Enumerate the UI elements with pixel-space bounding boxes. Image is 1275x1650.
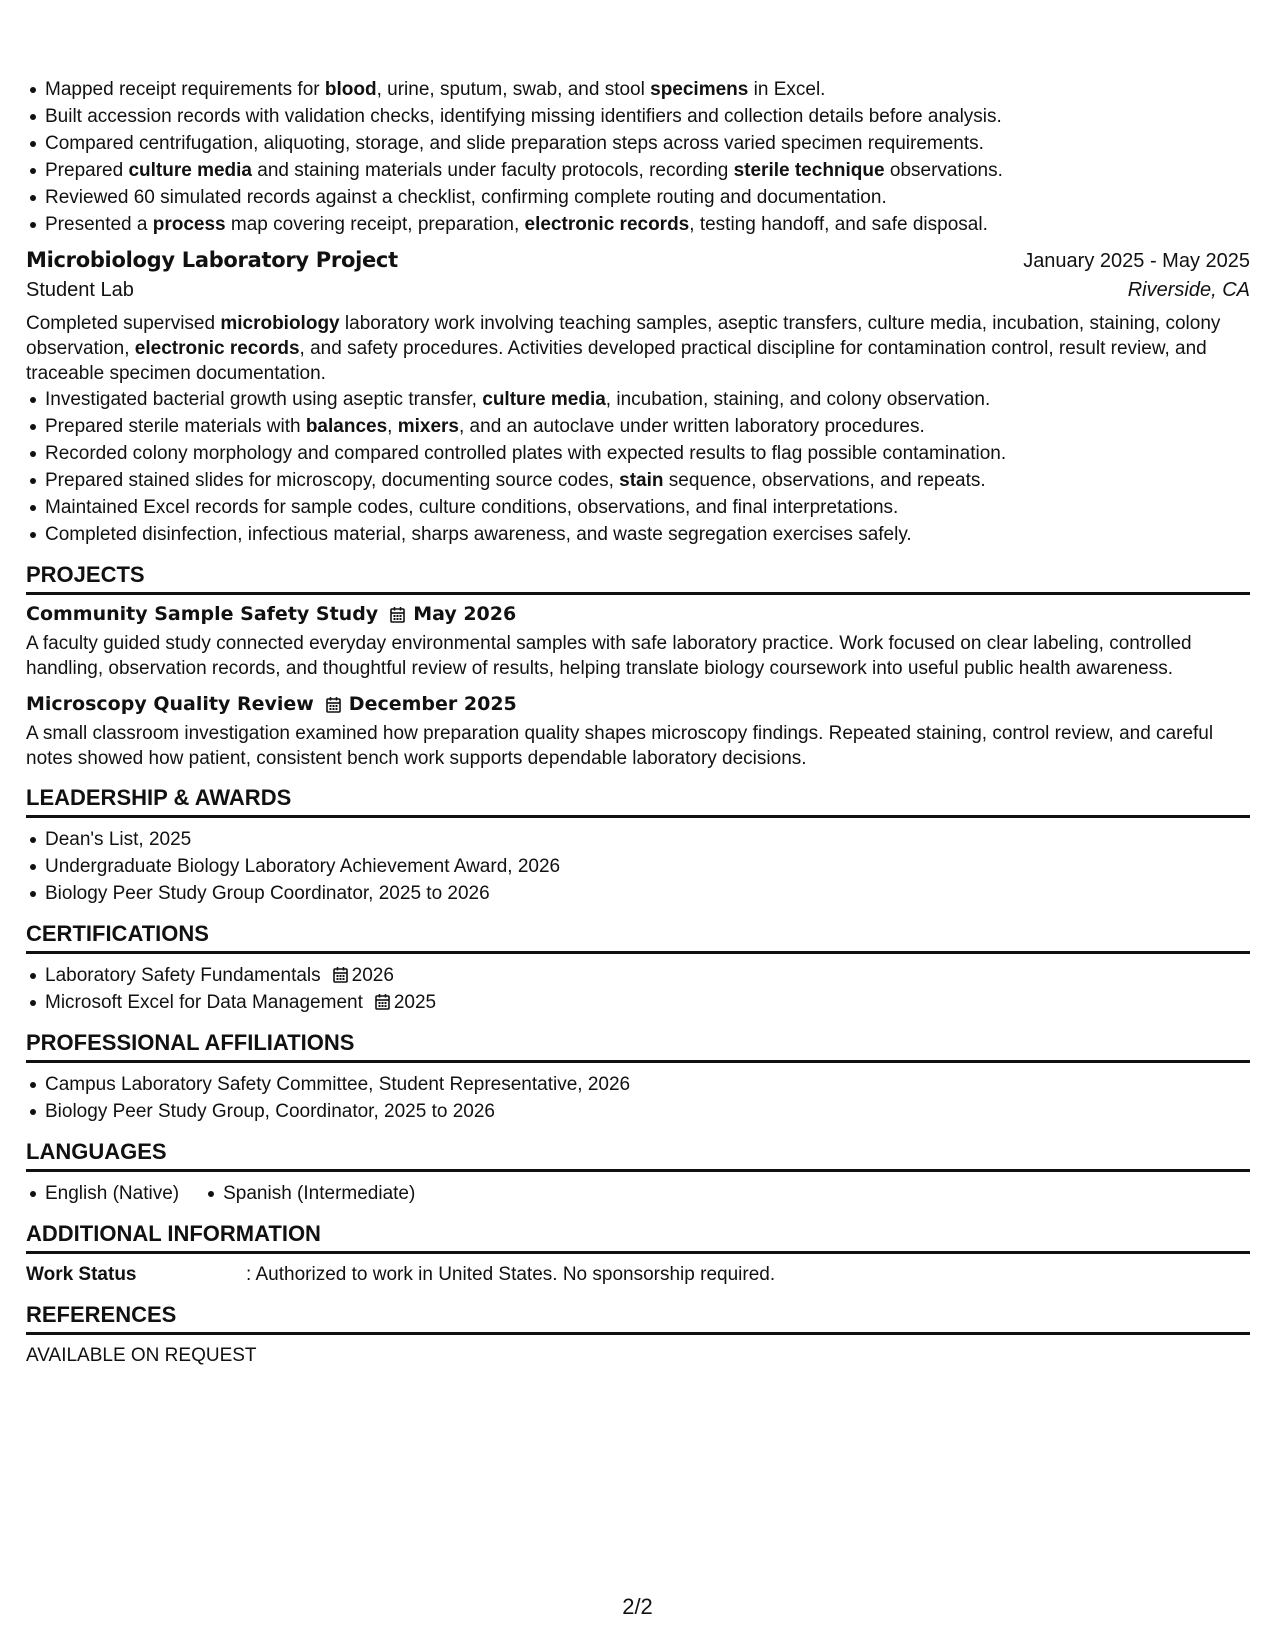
project-description: A faculty guided study connected everyday environmental samples with safe laboratory practice. Work focused on clear labeling, controlled handling, observation records, and thoughtful review of results, helping translate biology coursework into useful public health awareness. (26, 633, 1192, 679)
list-item: Campus Laboratory Safety Committee, Student Representative, 2026 (45, 1071, 1250, 1098)
certification-year: 2026 (351, 965, 394, 986)
list-item: Spanish (Intermediate) (223, 1180, 415, 1207)
entry-bullets (26, 386, 1250, 548)
references-section (26, 1302, 1250, 1369)
list-item: Dean's List, 2025 (45, 826, 1250, 853)
certifications-section (26, 921, 1250, 1016)
certification-name: Laboratory Safety Fundamentals (45, 965, 321, 986)
projects-section (26, 562, 1250, 771)
page-number: 2/2 (622, 1594, 653, 1619)
list-item: Prepared stained slides for microscopy, documenting source codes, stain sequence, observations, and repeats. (45, 467, 1250, 494)
calendar-icon (375, 993, 390, 1010)
resume-page (26, 76, 1250, 1369)
list-item: Mapped receipt requirements for blood, urine, sputum, swab, and stool specimens in Excel. (45, 76, 1250, 103)
list-item: Completed disinfection, infectious material, sharps awareness, and waste segregation exercises safely. (45, 521, 1250, 548)
list-item: Prepared sterile materials with balances, mixers, and an autoclave under written laboratory procedures. (45, 413, 1250, 440)
list-item: Prepared culture media and staining materials under faculty protocols, recording sterile technique observations. (45, 157, 1250, 184)
calendar-icon (390, 606, 405, 623)
entry-summary: Completed supervised microbiology laboratory work involving teaching samples, aseptic transfers, culture media, incubation, staining, colony observation, electronic records, and safety procedures. Activities developed practical discipline for contamination control, result review, and traceable specimen documentation. (26, 313, 1221, 384)
leadership-list (26, 826, 1250, 907)
project-title: Community Sample Safety Study (26, 603, 379, 625)
section-title: PROFESSIONAL AFFILIATIONS (26, 1030, 1250, 1063)
project-date: May 2026 (413, 603, 517, 625)
list-item: English (Native) (45, 1180, 179, 1207)
entry-title: Microbiology Laboratory Project (26, 248, 398, 272)
project-date: December 2025 (348, 693, 517, 715)
work-status-row (26, 1262, 1250, 1288)
affiliations-list (26, 1071, 1250, 1125)
calendar-icon (333, 966, 348, 983)
affiliations-section (26, 1030, 1250, 1125)
entry-organization: Student Lab (26, 279, 134, 301)
references-text: AVAILABLE ON REQUEST (26, 1345, 257, 1366)
microbiology-entry (26, 248, 1250, 548)
list-item: Biology Peer Study Group, Coordinator, 2025 to 2026 (45, 1098, 1250, 1125)
section-title: ADDITIONAL INFORMATION (26, 1221, 1250, 1254)
certifications-list (26, 962, 1250, 1016)
list-item: Biology Peer Study Group Coordinator, 2025 to 2026 (45, 880, 1250, 907)
languages-list (26, 1180, 1250, 1207)
section-title: PROJECTS (26, 562, 1250, 595)
project-title: Microscopy Quality Review (26, 693, 314, 715)
languages-section (26, 1139, 1250, 1207)
list-item: Presented a process map covering receipt, preparation, electronic records, testing handoff, and safe disposal. (45, 211, 1250, 238)
section-title: LEADERSHIP & AWARDS (26, 785, 1250, 818)
project-item (26, 693, 1250, 771)
calendar-icon (326, 696, 341, 713)
lab-bullets-top (26, 76, 1250, 238)
list-item: Built accession records with validation checks, identifying missing identifiers and collection details before analysis. (45, 103, 1250, 130)
work-status-label: Work Status (26, 1264, 137, 1285)
project-item (26, 603, 1250, 681)
list-item (45, 962, 1250, 989)
work-status-value: : Authorized to work in United States. No sponsorship required. (246, 1264, 776, 1285)
list-item: Recorded colony morphology and compared controlled plates with expected results to flag possible contamination. (45, 440, 1250, 467)
list-item: Investigated bacterial growth using aseptic transfer, culture media, incubation, staining, and colony observation. (45, 386, 1250, 413)
section-title: LANGUAGES (26, 1139, 1250, 1172)
additional-section (26, 1221, 1250, 1288)
leadership-section (26, 785, 1250, 907)
list-item: Reviewed 60 simulated records against a checklist, confirming complete routing and documentation. (45, 184, 1250, 211)
list-item: Undergraduate Biology Laboratory Achievement Award, 2026 (45, 853, 1250, 880)
certification-name: Microsoft Excel for Data Management (45, 992, 363, 1013)
list-item: Maintained Excel records for sample codes, culture conditions, observations, and final interpretations. (45, 494, 1250, 521)
entry-dates: January 2025 - May 2025 (1023, 250, 1250, 272)
entry-location: Riverside, CA (1127, 279, 1250, 301)
list-item: Compared centrifugation, aliquoting, storage, and slide preparation steps across varied specimen requirements. (45, 130, 1250, 157)
project-description: A small classroom investigation examined how preparation quality shapes microscopy findings. Repeated staining, control review, and careful notes showed how patient, consistent bench work supports dependable laboratory decisions. (26, 723, 1214, 769)
section-title: REFERENCES (26, 1302, 1250, 1335)
list-item (45, 989, 1250, 1016)
section-title: CERTIFICATIONS (26, 921, 1250, 954)
certification-year: 2025 (393, 992, 437, 1013)
